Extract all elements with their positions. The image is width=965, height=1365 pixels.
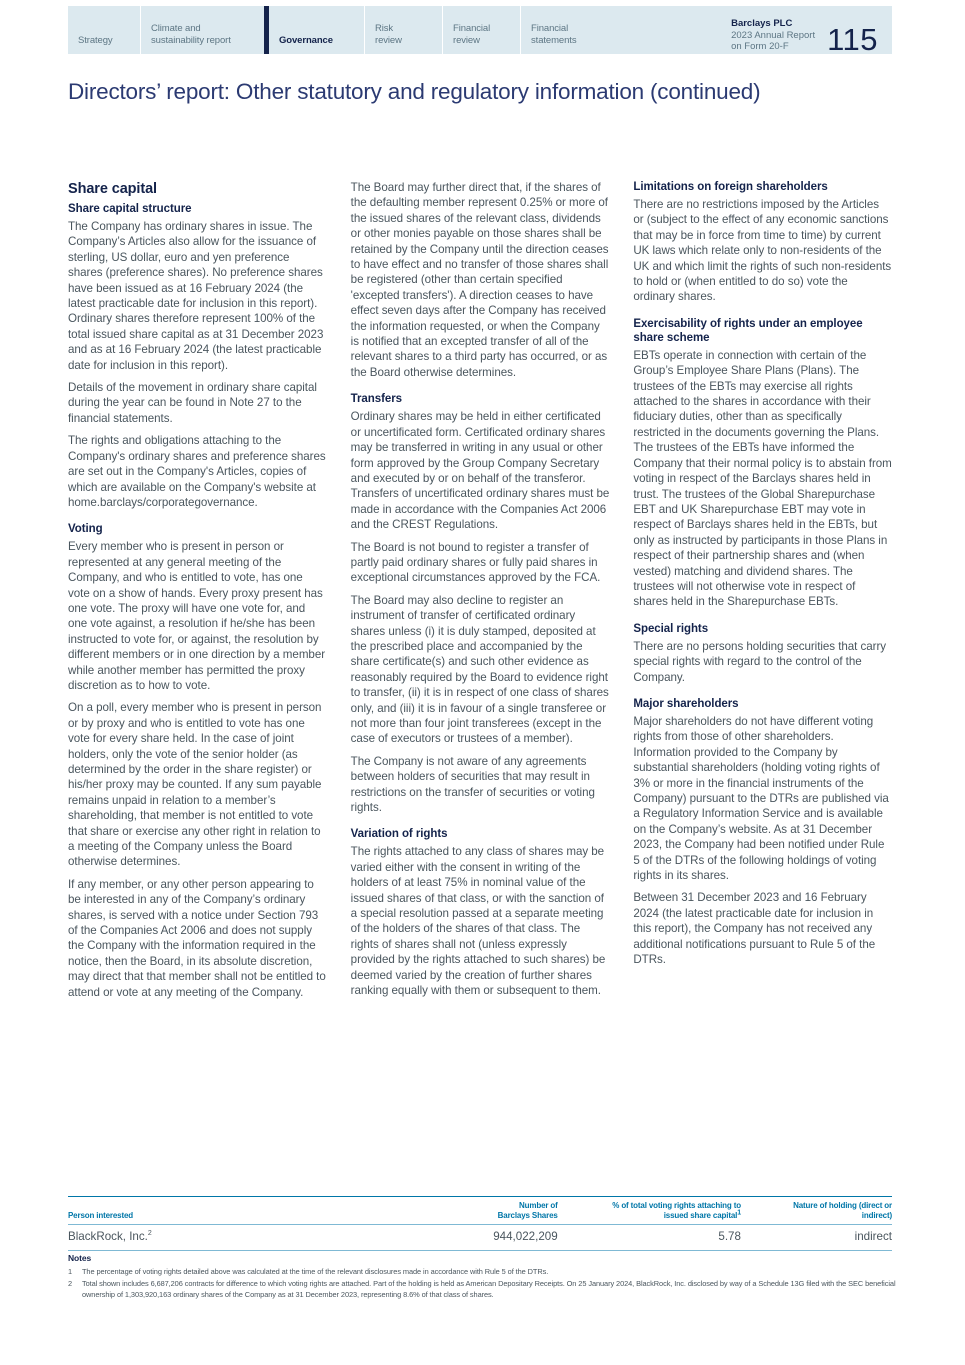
paragraph-voting-3: If any member, or any other person appearing to be interested in any of the Company’s ordinary shares, is served with a notice under Section 793 of the Companies Act 2006 and does not supply the Company with the information required in the notice, then the Board, in its absolute discretion, may direct that that member shall not be entitled to attend or vote at any meeting of the Company.	[68, 877, 326, 999]
paragraph-variation-of-rights-1: The rights attached to any class of shares may be varied either with the consent in writing of the holders of at least 75% in nominal value of the issued shares of that class, or with the sanction of a special resolution passed at a separate meeting of the holders of the shares of that class. The rights of shares shall not (unless expressly provided by the rights attached to such shares) be deemed varied by the creation of further shares ranking equally with them or subsequent to them.	[350, 845, 606, 998]
paragraph-exercisability-1: EBTs operate in connection with certain of the Group’s Employee Share Plans (Plans). The trustees of the EBTs may exercise all rights attached to the shares in accordance with their fiduciary duties, other than as specifically restricted in the documents governing the Plans. The trustees of the EBTs have informed the Company that their normal policy is to abstain from voting in respect of the Barclays shares held in trust. The trustees of the Global Sharepurchase EBT and UK Sharepurchase EBT may vote in respect of Barclays shares held in the EBTs, but only as instructed by participants in those Plans in respect of their partnership shares and (when vested) matching and dividend shares. The trustees will not otherwise vote in respect of shares held in the Sharepurchase EBTs.	[633, 348, 892, 609]
paragraph-voting-2: On a poll, every member who is present in person or by proxy and who is entitled to vote has one vote for every share held. In the case of joint holders, only the vote of the senior holder (as determined by the order in the share register) or his/her proxy may be counted. If any sum payable remains unpaid in relation to a member’s shareholding, that member is not entitled to vote that share or exercise any other right in relation to a meeting of the Company unless the Board otherwise determines.	[68, 701, 322, 869]
paragraph-special-rights-1: There are no persons holding securities that carry special rights with regard to the control of the Company.	[633, 639, 887, 684]
column-header-person-interested: Person interested	[68, 1197, 423, 1225]
body-columns	[68, 180, 892, 1000]
subheading-major-shareholders: Major shareholders	[633, 697, 739, 710]
paragraph-voting-1: Every member who is present in person or represented at any general meeting of the Company, and who is entitled to vote, has one vote on a show of hands. Every proxy present has one vote. The proxy will have one vote for, and one vote against, a resolution if he/she has been instructed to vote for, or against, the resolution by different members or in one direction by a member while another member has permitted the proxy discretion as to how to vote.	[68, 540, 326, 692]
note-text-1: The percentage of voting rights detailed above was calculated at the time of the relevant disclosures made in accordance with Rule 5 of the DTRs.	[82, 1267, 549, 1276]
nav-tab-strategy-label: Strategy	[78, 34, 113, 46]
report-meta-text	[731, 16, 815, 53]
note-item-1	[68, 1266, 928, 1277]
nav-tab-governance-label: Governance	[279, 34, 333, 46]
subheading-special-rights: Special rights	[633, 622, 709, 635]
page-number: 115	[827, 22, 878, 57]
nav-tab-climate-label	[151, 23, 231, 46]
paragraph-transfers-2: The Board is not bound to register a transfer of partly paid ordinary shares or fully paid shares in exceptional circumstances approved by the FCA.	[350, 540, 601, 585]
subheading-exercisability-of-rights: Exercisability of rights under an employee share scheme	[633, 317, 863, 344]
subheading-variation-of-rights: Variation of rights	[350, 828, 448, 841]
notes-section	[68, 1253, 928, 1302]
report-identification	[731, 6, 892, 57]
nav-tab-strategy[interactable]	[68, 6, 140, 54]
column-3	[633, 180, 892, 1000]
paragraph-transfers-3: The Board may also decline to register an instrument of transfer of certificated ordinary shares unless (i) it is duly stamped, deposited at the prescribed place and accompanied by the share certificate(s) and such other evidence as reasonably required by the Board to evidence right to transfer, (ii) it is in respect of one class of shares only, and (iii) it is in favour of a single transferee or not more than four joint transferees (except in the case of executors or trustees of a member).	[350, 593, 609, 746]
cell-nature-of-holding: indirect	[741, 1225, 892, 1251]
nav-tab-climate-label-line1: Climate and	[151, 23, 201, 34]
column-header-number-line1: Number of	[519, 1201, 558, 1210]
notes-heading: Notes	[68, 1253, 92, 1263]
paragraph-share-capital-structure-2: Details of the movement in ordinary share capital during the year can be found in Note 27 to the financial statements.	[68, 381, 317, 425]
nav-tab-risk-review[interactable]	[364, 6, 442, 54]
nav-tab-financial-statements[interactable]	[520, 6, 604, 54]
note-number-2: 2	[68, 1279, 73, 1289]
nav-tab-climate-and-sustainability-report[interactable]	[140, 6, 264, 54]
nav-tab-financial-review-label-line1: Financial	[453, 23, 491, 34]
nav-tab-financial-statements-label-line2: statements	[531, 34, 577, 46]
company-name: Barclays PLC	[731, 18, 793, 29]
report-name-line1: 2023 Annual Report	[731, 29, 816, 41]
cell-person-name: BlackRock, Inc.	[68, 1230, 148, 1244]
page-title: Directors’ report: Other statutory and regulatory information (continued)	[68, 79, 761, 105]
column-header-nature-line1: Nature of holding (direct or	[793, 1201, 892, 1210]
nav-tab-financial-review-label	[453, 23, 490, 46]
footnote-marker-1: 1	[737, 1208, 741, 1216]
nav-tab-financial-statements-label-line1: Financial	[531, 23, 569, 34]
paragraph-share-capital-structure-1: The Company has ordinary shares in issue. The Company’s Articles also allow for the issuance of sterling, US dollar, euro and yen preference shares (preference shares). No preference shares have been issued as at 16 February 2024 (the latest practicable date for inclusion in this report). Ordinary shares therefore represent 100% of the total issued share capital as at 31 December 2023 and as at 16 February 2024 (the latest practicable date for inclusion in this report).	[68, 220, 324, 372]
footnote-marker-2: 2	[147, 1230, 152, 1238]
report-name-line2: on Form 20-F	[731, 41, 789, 53]
table-row	[68, 1225, 892, 1251]
cell-pct-voting-rights: 5.78	[558, 1225, 741, 1251]
nav-tab-risk-label-line2: review	[375, 34, 402, 46]
paragraph-transfers-4: The Company is not aware of any agreements between holders of securities that may result in restrictions on the transfer of securities or voting rights.	[350, 754, 595, 815]
nav-tab-risk-label-line1: Risk	[375, 23, 394, 34]
paragraph-transfers-1: Ordinary shares may be held in either certificated or uncertificated form. Certificated ordinary shares may be transferred in writing in any usual or other form approved by the Group Company Secretary and executed by or on behalf of the transferor. Transfers of uncertificated ordinary shares must be made in accordance with the Companies Act 2006 and the CREST Regulations.	[350, 410, 610, 532]
nav-tab-climate-label-line2: sustainability report	[151, 34, 231, 46]
nav-tab-financial-review[interactable]	[442, 6, 520, 54]
paragraph-major-shareholders-1: Major shareholders do not have different voting rights from those of other shareholders. Information provided to the Company by substantial shareholders (holding voting rights of 3% or more in the financial instruments of the Company) pursuant to the DTRs are published via a Regulatory Information Service and is available on the Company’s website. As at 31 December 2023, the Company had been notified under Rule 5 of the DTRs of the following holdings of voting rights in its shares.	[633, 714, 889, 883]
column-header-pct-voting-rights	[558, 1197, 741, 1225]
major-shareholders-table	[68, 1196, 892, 1251]
column-header-pct-line1: % of total voting rights attaching to	[612, 1201, 741, 1210]
paragraph-major-shareholders-2: Between 31 December 2023 and 16 February 2024 (the latest practicable date for inclusion in this report), the Company has not received any additional notifications pursuant to Rule 5 of the DTRs.	[633, 891, 876, 967]
column-header-pct-line2: issued share capital	[663, 1210, 738, 1220]
subheading-voting: Voting	[68, 523, 103, 536]
paragraph-share-capital-structure-3: The rights and obligations attaching to the Company's ordinary shares and preference shares are set out in the Company's Articles, copies of which are available on the Company's website at home.barclays/corporategovernance.	[68, 434, 326, 509]
paragraph-limitations-1: There are no restrictions imposed by the Articles or (subject to the effect of any economic sanctions that may be in force from time to time) by current UK laws which relate only to non-residents of the UK and which limit the rights of such non-residents to hold or (when entitled to do so) vote the ordinary shares.	[633, 198, 892, 304]
note-text-2: Total shown includes 6,687,206 contracts for difference to which voting rights are attached. Part of the holding is held as American Depositary Receipts. On 25 January 2024, BlackRock, Inc. disclosed by way of a Schedule 13G filed with the SEC beneficial ownership of 1,303,920,163 ordinary shares of the Company as at 31 December 2023, representing 8.6% of that class of shares.	[82, 1279, 896, 1300]
paragraph-voting-4: The Board may further direct that, if the shares of the defaulting member represent 0.25% or more of the issued shares of the relevant class, dividends or other monies payable on those shares shall be retained by the Company until the direction ceases to have effect and no transfer of those shares shall be registered (other than certain specified 'excepted transfers'). A direction ceases to have effect seven days after the Company has received the information requested, or when the Company is notified that an excepted transfer of all of the relevant shares to a third party has occurred, or as the Board otherwise determines.	[350, 181, 609, 379]
nav-tab-financial-review-label-line2: review	[453, 34, 480, 46]
subheading-limitations-on-foreign-shareholders: Limitations on foreign shareholders	[633, 181, 828, 193]
table-body	[68, 1225, 892, 1251]
table-header	[68, 1197, 892, 1225]
section-heading-share-capital: Share capital	[68, 181, 157, 197]
nav-tab-governance[interactable]	[264, 6, 364, 54]
cell-person-interested	[68, 1225, 423, 1251]
subheading-share-capital-structure: Share capital structure	[68, 203, 192, 215]
column-header-nature-line2: indirect)	[861, 1210, 892, 1220]
cell-number-of-shares: 944,022,209	[423, 1225, 558, 1251]
nav-tab-financial-statements-label	[531, 23, 576, 46]
table-header-row	[68, 1197, 892, 1225]
major-shareholders-table-wrapper	[68, 1196, 892, 1251]
subheading-transfers: Transfers	[350, 393, 403, 406]
nav-tab-risk-label	[375, 23, 402, 46]
column-1	[68, 180, 327, 1000]
column-header-number-line2: Barclays Shares	[497, 1210, 558, 1220]
column-2	[351, 180, 610, 1000]
column-header-nature-of-holding	[741, 1197, 892, 1225]
column-header-number-of-barclays-shares	[423, 1197, 558, 1225]
section-nav-band	[68, 6, 892, 57]
note-number-1: 1	[68, 1267, 73, 1276]
note-item-2	[68, 1278, 928, 1300]
